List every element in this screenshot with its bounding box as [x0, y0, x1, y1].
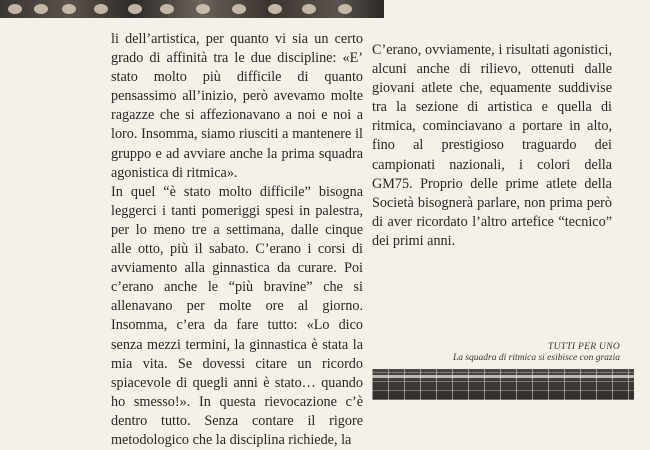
top-photo [0, 0, 384, 18]
photo-caption-text: La squadra di ritmica si esibisce con grazia [452, 353, 620, 363]
right-paragraph-1: C’erano, ovviamente, i risultati agonistici, alcuni anche di rilievo, ottenuti dalle giovani atlete che, equamente suddivise tra la sezione di artistica e quella di ritmica, cominciavano a portare in alto, fino al prestigioso traguardo dei campionati nazionali, i colori della GM75. Proprio delle prime atlete della Società bisognerà parlare, non prima però di aver ricordato l’altro artefice “tecnico” dei primi anni. [372, 42, 612, 249]
bottom-photo [372, 369, 634, 400]
right-text-column [372, 41, 612, 251]
photo-caption-title: TUTTI PER UNO [548, 342, 620, 352]
left-paragraph-2: In quel “è stato molto difficile” bisogna leggerci i tanti pomeriggi spesi in palestra, per lo meno tre a settimana, dalle cinque alle otto, più il sabato. C’erano i corsi di avviamento alla ginnastica da curare. Poi c’erano anche le “più bravine” che si allenavano per molte ore al giorno. Insomma, c’era da fare tutto: «Lo dico senza mezzi termini, la ginnastica è stata la mia vita. Se dovessi citare un ricordo spiacevole di quegli anni è stato… quando ho smesso!». In questa rievocazione c’è dentro tutto. Senza contare il rigore metodologico che la disciplina richiede, la [111, 183, 363, 448]
left-text-column [111, 30, 363, 450]
left-paragraph-1: li dell’artistica, per quanto vi sia un certo grado di affinità tra le due discipline: «E’ stato molto più difficile di quanto pensassimo all’inizio, però avevamo molte ragazze che si affezionavano a noi e noi a loro. Insomma, siamo riusciti a mantenere il gruppo e ad avviare anche la prima squadra agonistica di ritmica». [111, 31, 363, 181]
